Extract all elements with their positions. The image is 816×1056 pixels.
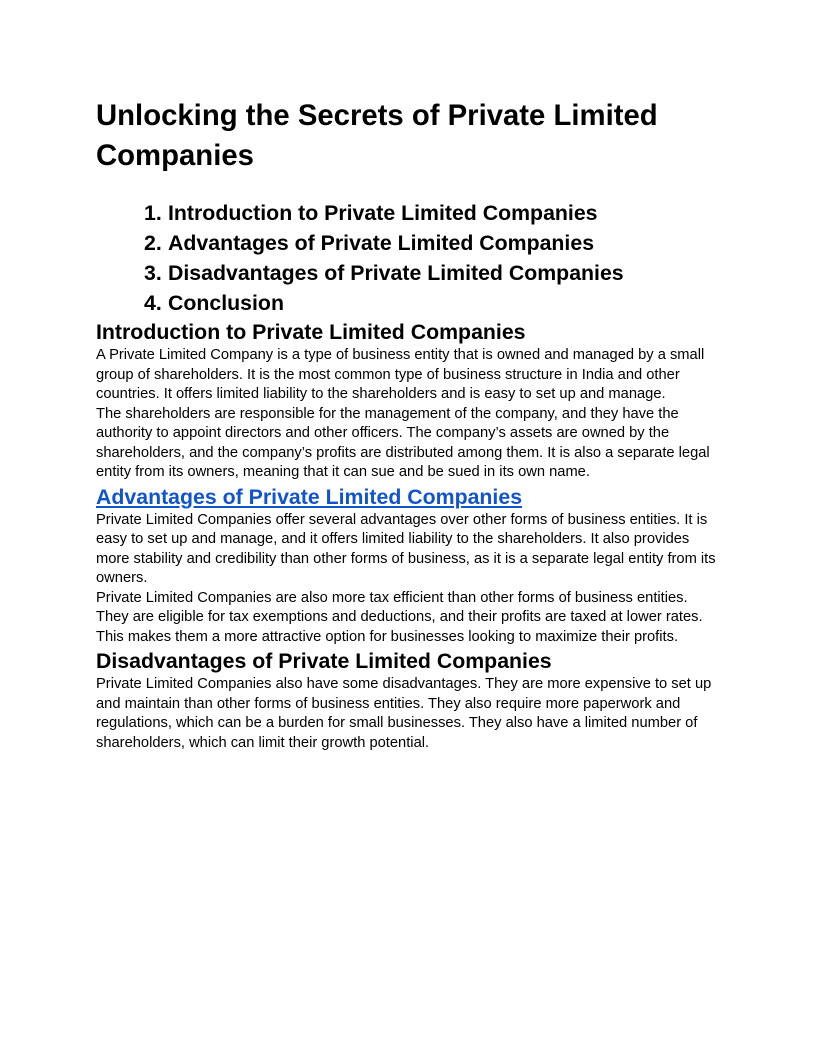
- toc-item-number: 2.: [144, 231, 162, 255]
- section-heading-advantages-link[interactable]: Advantages of Private Limited Companies: [96, 484, 523, 509]
- toc-item-number: 4.: [144, 291, 162, 315]
- toc-item: [144, 258, 720, 288]
- toc-item: [144, 228, 720, 258]
- toc-item-label: Conclusion: [168, 291, 284, 315]
- toc-item-label: Disadvantages of Private Limited Companies: [168, 261, 624, 285]
- section-heading-introduction: Introduction to Private Limited Companies: [96, 320, 526, 344]
- paragraph: The shareholders are responsible for the management of the company, and they have the authority to appoint directors and other officers. The company’s assets are owned by the shareholders, and the company’s profits are distributed among them. It is also a separate legal entity from its owners, meaning that it can sue and be sued in its own name.: [96, 405, 710, 480]
- table-of-contents: [96, 198, 720, 318]
- toc-item-number: 1.: [144, 201, 162, 225]
- paragraph: Private Limited Companies are also more tax efficient than other forms of business entities. They are eligible for tax exemptions and deductions, and their profits are taxed at lower rates. This makes them a more attractive option for businesses looking to maximize their profits.: [96, 589, 703, 645]
- paragraph: Private Limited Companies also have some disadvantages. They are more expensive to set up and maintain than other forms of business entities. They also require more paperwork and regulations, which can be a burden for small businesses. They also have a limited number of shareholders, which can limit their growth potential.: [96, 676, 712, 751]
- toc-item: [144, 198, 720, 228]
- toc-item-label: Introduction to Private Limited Companies: [168, 201, 598, 225]
- paragraph: A Private Limited Company is a type of business entity that is owned and managed by a small group of shareholders. It is the most common type of business structure in India and other countries. It offers limited liability to the shareholders and is easy to set up and manage.: [96, 347, 705, 402]
- section-heading-disadvantages: Disadvantages of Private Limited Companies: [96, 649, 552, 673]
- paragraph: Private Limited Companies offer several advantages over other forms of business entities. It is easy to set up and manage, and it offers limited liability to the shareholders. It also provides more stability and credibility than other forms of business, as it is a separate legal entity from its owners.: [96, 511, 716, 586]
- toc-item-number: 3.: [144, 261, 162, 285]
- toc-item: [144, 288, 720, 318]
- toc-item-label: Advantages of Private Limited Companies: [168, 231, 595, 255]
- document-title: Unlocking the Secrets of Private Limited Companies: [96, 99, 658, 172]
